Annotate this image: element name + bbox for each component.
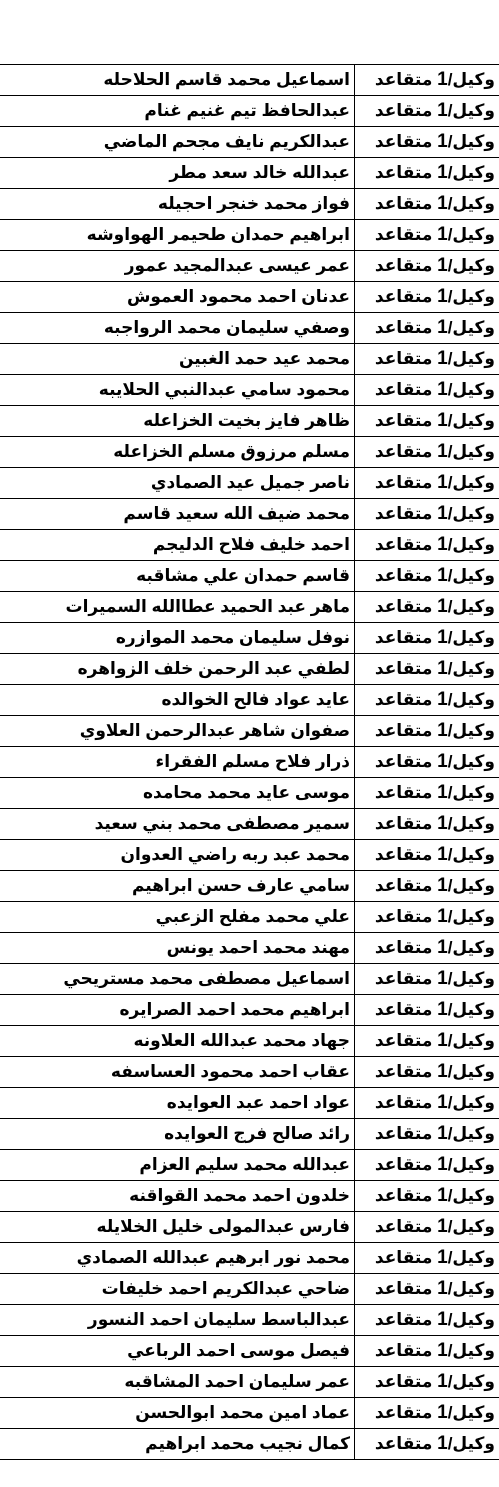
rank-grade: 1 (437, 100, 448, 121)
rank-title: وكيل/ (447, 1062, 495, 1081)
table-row (0, 1150, 499, 1181)
rank-status: متقاعد (374, 1031, 438, 1050)
rank-title: وكيل/ (447, 1000, 495, 1019)
table-row (0, 282, 499, 313)
rank-title: وكيل/ (447, 783, 495, 802)
rank-cell (355, 933, 499, 964)
rank-cell (355, 561, 499, 592)
rank-title: وكيل/ (447, 1217, 495, 1236)
rank-grade: 1 (437, 1278, 448, 1299)
rank-status: متقاعد (374, 1372, 438, 1391)
name-cell: عمر سليمان احمد المشاقبه (0, 1367, 355, 1398)
name-cell: فيصل موسى احمد الرباعي (0, 1336, 355, 1367)
rank-cell (355, 1181, 499, 1212)
rank-grade: 1 (437, 999, 448, 1020)
roster-table-body (0, 65, 499, 1460)
rank-title: وكيل/ (447, 1434, 495, 1453)
rank-status: متقاعد (374, 659, 438, 678)
rank-status: متقاعد (374, 442, 438, 461)
name-cell: مهند محمد احمد يونس (0, 933, 355, 964)
rank-cell (355, 499, 499, 530)
rank-title: وكيل/ (447, 814, 495, 833)
name-cell: محمد عيد حمد الغبين (0, 344, 355, 375)
rank-cell (355, 747, 499, 778)
rank-status: متقاعد (374, 256, 438, 275)
name-cell: نوفل سليمان محمد الموازره (0, 623, 355, 654)
rank-status: متقاعد (374, 1403, 438, 1422)
rank-status: متقاعد (374, 907, 438, 926)
table-row (0, 468, 499, 499)
rank-status: متقاعد (374, 783, 438, 802)
rank-grade: 1 (437, 69, 448, 90)
table-row (0, 561, 499, 592)
rank-title: وكيل/ (447, 535, 495, 554)
rank-grade: 1 (437, 193, 448, 214)
name-cell: ذرار فلاح مسلم الفقراء (0, 747, 355, 778)
rank-grade: 1 (437, 348, 448, 369)
rank-status: متقاعد (374, 1093, 438, 1112)
rank-cell (355, 840, 499, 871)
rank-cell (355, 189, 499, 220)
roster-table (0, 64, 499, 1460)
name-cell: علي محمد مفلح الزعبي (0, 902, 355, 933)
rank-status: متقاعد (374, 690, 438, 709)
rank-status: متقاعد (374, 1000, 438, 1019)
rank-grade: 1 (437, 813, 448, 834)
rank-title: وكيل/ (447, 1310, 495, 1329)
table-row (0, 871, 499, 902)
rank-cell (355, 1119, 499, 1150)
rank-grade: 1 (437, 1433, 448, 1454)
rank-title: وكيل/ (447, 1372, 495, 1391)
rank-cell (355, 592, 499, 623)
rank-grade: 1 (437, 658, 448, 679)
rank-grade: 1 (437, 1371, 448, 1392)
rank-cell (355, 1150, 499, 1181)
rank-title: وكيل/ (447, 132, 495, 151)
rank-grade: 1 (437, 875, 448, 896)
rank-cell (355, 313, 499, 344)
roster-sheet (0, 64, 495, 1460)
rank-status: متقاعد (374, 597, 438, 616)
rank-title: وكيل/ (447, 194, 495, 213)
rank-title: وكيل/ (447, 70, 495, 89)
table-row (0, 344, 499, 375)
rank-title: وكيل/ (447, 876, 495, 895)
rank-title: وكيل/ (447, 752, 495, 771)
rank-status: متقاعد (374, 566, 438, 585)
rank-grade: 1 (437, 286, 448, 307)
rank-status: متقاعد (374, 814, 438, 833)
table-row (0, 592, 499, 623)
rank-cell (355, 1057, 499, 1088)
table-row (0, 1181, 499, 1212)
rank-status: متقاعد (374, 969, 438, 988)
rank-grade: 1 (437, 255, 448, 276)
rank-title: وكيل/ (447, 504, 495, 523)
rank-title: وكيل/ (447, 101, 495, 120)
rank-grade: 1 (437, 782, 448, 803)
rank-cell (355, 1212, 499, 1243)
rank-title: وكيل/ (447, 411, 495, 430)
rank-cell (355, 437, 499, 468)
name-cell: موسى عايد محمد محامده (0, 778, 355, 809)
rank-grade: 1 (437, 906, 448, 927)
rank-cell (355, 220, 499, 251)
rank-cell (355, 468, 499, 499)
name-cell: عبدالكريم نايف مجحم الماضي (0, 127, 355, 158)
rank-grade: 1 (437, 627, 448, 648)
rank-status: متقاعد (374, 380, 438, 399)
name-cell: ابراهيم محمد احمد الصرايره (0, 995, 355, 1026)
table-row (0, 499, 499, 530)
name-cell: سامي عارف حسن ابراهيم (0, 871, 355, 902)
rank-title: وكيل/ (447, 1093, 495, 1112)
rank-status: متقاعد (374, 535, 438, 554)
rank-status: متقاعد (374, 1186, 438, 1205)
rank-title: وكيل/ (447, 163, 495, 182)
rank-grade: 1 (437, 1402, 448, 1423)
rank-cell (355, 1429, 499, 1460)
rank-cell (355, 65, 499, 96)
rank-title: وكيل/ (447, 442, 495, 461)
rank-grade: 1 (437, 162, 448, 183)
rank-status: متقاعد (374, 1155, 438, 1174)
rank-cell (355, 902, 499, 933)
table-row (0, 437, 499, 468)
name-cell: قاسم حمدان علي مشاقبه (0, 561, 355, 592)
rank-cell (355, 964, 499, 995)
name-cell: عبدالحافظ تيم غنيم غنام (0, 96, 355, 127)
rank-cell (355, 809, 499, 840)
rank-title: وكيل/ (447, 1031, 495, 1050)
rank-grade: 1 (437, 534, 448, 555)
name-cell: وصفي سليمان محمد الرواجبه (0, 313, 355, 344)
rank-title: وكيل/ (447, 1279, 495, 1298)
table-row (0, 220, 499, 251)
rank-status: متقاعد (374, 1310, 438, 1329)
name-cell: ابراهيم حمدان طحيمر الهواوشه (0, 220, 355, 251)
rank-cell (355, 778, 499, 809)
rank-status: متقاعد (374, 194, 438, 213)
rank-status: متقاعد (374, 349, 438, 368)
rank-status: متقاعد (374, 721, 438, 740)
table-row (0, 1088, 499, 1119)
rank-title: وكيل/ (447, 845, 495, 864)
table-row (0, 1212, 499, 1243)
rank-title: وكيل/ (447, 349, 495, 368)
rank-grade: 1 (437, 1309, 448, 1330)
name-cell: محمد عبد ربه راضي العدوان (0, 840, 355, 871)
rank-status: متقاعد (374, 845, 438, 864)
name-cell: كمال نجيب محمد ابراهيم (0, 1429, 355, 1460)
name-cell: رائد صالح فرج العوايده (0, 1119, 355, 1150)
table-row (0, 1274, 499, 1305)
rank-cell (355, 716, 499, 747)
name-cell: محمد نور ابرهيم عبدالله الصمادي (0, 1243, 355, 1274)
rank-grade: 1 (437, 1216, 448, 1237)
rank-cell (355, 1398, 499, 1429)
rank-grade: 1 (437, 1092, 448, 1113)
rank-title: وكيل/ (447, 721, 495, 740)
rank-cell (355, 1026, 499, 1057)
rank-cell (355, 158, 499, 189)
table-row (0, 840, 499, 871)
table-row (0, 127, 499, 158)
rank-title: وكيل/ (447, 380, 495, 399)
rank-cell (355, 871, 499, 902)
table-row (0, 65, 499, 96)
rank-title: وكيل/ (447, 566, 495, 585)
name-cell: عبدالله خالد سعد مطر (0, 158, 355, 189)
table-row (0, 1336, 499, 1367)
rank-title: وكيل/ (447, 659, 495, 678)
name-cell: خلدون احمد محمد القواقنه (0, 1181, 355, 1212)
rank-status: متقاعد (374, 1341, 438, 1360)
name-cell: اسماعيل محمد قاسم الحلاحله (0, 65, 355, 96)
rank-grade: 1 (437, 379, 448, 400)
rank-cell (355, 995, 499, 1026)
name-cell: اسماعيل مصطفى محمد مستريحي (0, 964, 355, 995)
table-row (0, 654, 499, 685)
name-cell: عدنان احمد محمود العموش (0, 282, 355, 313)
name-cell: فارس عبدالمولى خليل الخلايله (0, 1212, 355, 1243)
rank-status: متقاعد (374, 318, 438, 337)
rank-cell (355, 1088, 499, 1119)
name-cell: محمود سامي عبدالنبي الحلايبه (0, 375, 355, 406)
rank-title: وكيل/ (447, 1248, 495, 1267)
name-cell: صفوان شاهر عبدالرحمن العلاوي (0, 716, 355, 747)
rank-title: وكيل/ (447, 1155, 495, 1174)
rank-grade: 1 (437, 317, 448, 338)
name-cell: محمد ضيف الله سعيد قاسم (0, 499, 355, 530)
rank-status: متقاعد (374, 132, 438, 151)
name-cell: عماد امين محمد ابوالحسن (0, 1398, 355, 1429)
rank-title: وكيل/ (447, 969, 495, 988)
rank-status: متقاعد (374, 752, 438, 771)
rank-grade: 1 (437, 720, 448, 741)
rank-cell (355, 251, 499, 282)
name-cell: عقاب احمد محمود العساسفه (0, 1057, 355, 1088)
rank-grade: 1 (437, 410, 448, 431)
rank-cell (355, 1243, 499, 1274)
rank-title: وكيل/ (447, 473, 495, 492)
rank-cell (355, 530, 499, 561)
rank-grade: 1 (437, 1340, 448, 1361)
name-cell: عواد احمد عبد العوايده (0, 1088, 355, 1119)
rank-grade: 1 (437, 1247, 448, 1268)
rank-grade: 1 (437, 937, 448, 958)
name-cell: عبدالله محمد سليم العزام (0, 1150, 355, 1181)
table-row (0, 1398, 499, 1429)
rank-cell (355, 282, 499, 313)
table-row (0, 406, 499, 437)
rank-status: متقاعد (374, 225, 438, 244)
rank-grade: 1 (437, 131, 448, 152)
rank-cell (355, 127, 499, 158)
table-row (0, 964, 499, 995)
rank-status: متقاعد (374, 101, 438, 120)
rank-grade: 1 (437, 689, 448, 710)
table-row (0, 96, 499, 127)
rank-status: متقاعد (374, 1248, 438, 1267)
rank-status: متقاعد (374, 287, 438, 306)
rank-status: متقاعد (374, 628, 438, 647)
table-row (0, 189, 499, 220)
rank-cell (355, 1305, 499, 1336)
table-row (0, 809, 499, 840)
rank-grade: 1 (437, 1185, 448, 1206)
rank-status: متقاعد (374, 1279, 438, 1298)
name-cell: سمير مصطفى محمد بني سعيد (0, 809, 355, 840)
table-row (0, 933, 499, 964)
rank-status: متقاعد (374, 1062, 438, 1081)
rank-title: وكيل/ (447, 628, 495, 647)
table-row (0, 1119, 499, 1150)
name-cell: ناصر جميل عيد الصمادي (0, 468, 355, 499)
table-row (0, 902, 499, 933)
rank-grade: 1 (437, 441, 448, 462)
rank-title: وكيل/ (447, 938, 495, 957)
rank-grade: 1 (437, 503, 448, 524)
table-row (0, 1026, 499, 1057)
rank-cell (355, 1367, 499, 1398)
rank-cell (355, 1336, 499, 1367)
table-row (0, 747, 499, 778)
rank-status: متقاعد (374, 1217, 438, 1236)
rank-status: متقاعد (374, 1434, 438, 1453)
table-row (0, 1367, 499, 1398)
table-row (0, 530, 499, 561)
rank-title: وكيل/ (447, 597, 495, 616)
name-cell: احمد خليف فلاح الدليجم (0, 530, 355, 561)
name-cell: مسلم مرزوق مسلم الخزاعله (0, 437, 355, 468)
rank-status: متقاعد (374, 876, 438, 895)
rank-cell (355, 344, 499, 375)
rank-grade: 1 (437, 472, 448, 493)
rank-grade: 1 (437, 1061, 448, 1082)
name-cell: عايد عواد فالح الخوالده (0, 685, 355, 716)
name-cell: ظاهر فايز بخيت الخزاعله (0, 406, 355, 437)
rank-grade: 1 (437, 1154, 448, 1175)
name-cell: جهاد محمد عبدالله العلاونه (0, 1026, 355, 1057)
rank-title: وكيل/ (447, 1341, 495, 1360)
rank-title: وكيل/ (447, 1403, 495, 1422)
rank-cell (355, 685, 499, 716)
rank-grade: 1 (437, 1123, 448, 1144)
rank-status: متقاعد (374, 163, 438, 182)
name-cell: فواز محمد خنجر احجيله (0, 189, 355, 220)
rank-cell (355, 406, 499, 437)
rank-title: وكيل/ (447, 287, 495, 306)
rank-title: وكيل/ (447, 1186, 495, 1205)
name-cell: عبدالباسط سليمان احمد النسور (0, 1305, 355, 1336)
rank-title: وكيل/ (447, 690, 495, 709)
rank-cell (355, 1274, 499, 1305)
table-row (0, 1305, 499, 1336)
table-row (0, 716, 499, 747)
rank-cell (355, 375, 499, 406)
rank-grade: 1 (437, 224, 448, 245)
rank-title: وكيل/ (447, 907, 495, 926)
name-cell: لطفي عبد الرحمن خلف الزواهره (0, 654, 355, 685)
rank-status: متقاعد (374, 70, 438, 89)
rank-grade: 1 (437, 1030, 448, 1051)
table-row (0, 158, 499, 189)
table-row (0, 1429, 499, 1460)
table-row (0, 778, 499, 809)
name-cell: عمر عيسى عبدالمجيد عمور (0, 251, 355, 282)
rank-status: متقاعد (374, 504, 438, 523)
rank-grade: 1 (437, 596, 448, 617)
rank-cell (355, 623, 499, 654)
rank-grade: 1 (437, 844, 448, 865)
rank-status: متقاعد (374, 1124, 438, 1143)
rank-title: وكيل/ (447, 225, 495, 244)
rank-grade: 1 (437, 565, 448, 586)
rank-status: متقاعد (374, 473, 438, 492)
rank-cell (355, 96, 499, 127)
table-row (0, 1057, 499, 1088)
name-cell: ضاحي عبدالكريم احمد خليفات (0, 1274, 355, 1305)
table-row (0, 685, 499, 716)
table-row (0, 251, 499, 282)
rank-status: متقاعد (374, 411, 438, 430)
table-row (0, 1243, 499, 1274)
rank-title: وكيل/ (447, 318, 495, 337)
rank-title: وكيل/ (447, 1124, 495, 1143)
rank-cell (355, 654, 499, 685)
rank-grade: 1 (437, 751, 448, 772)
rank-status: متقاعد (374, 938, 438, 957)
rank-title: وكيل/ (447, 256, 495, 275)
rank-grade: 1 (437, 968, 448, 989)
table-row (0, 623, 499, 654)
table-row (0, 995, 499, 1026)
table-row (0, 375, 499, 406)
table-row (0, 313, 499, 344)
name-cell: ماهر عبد الحميد عطاالله السميرات (0, 592, 355, 623)
